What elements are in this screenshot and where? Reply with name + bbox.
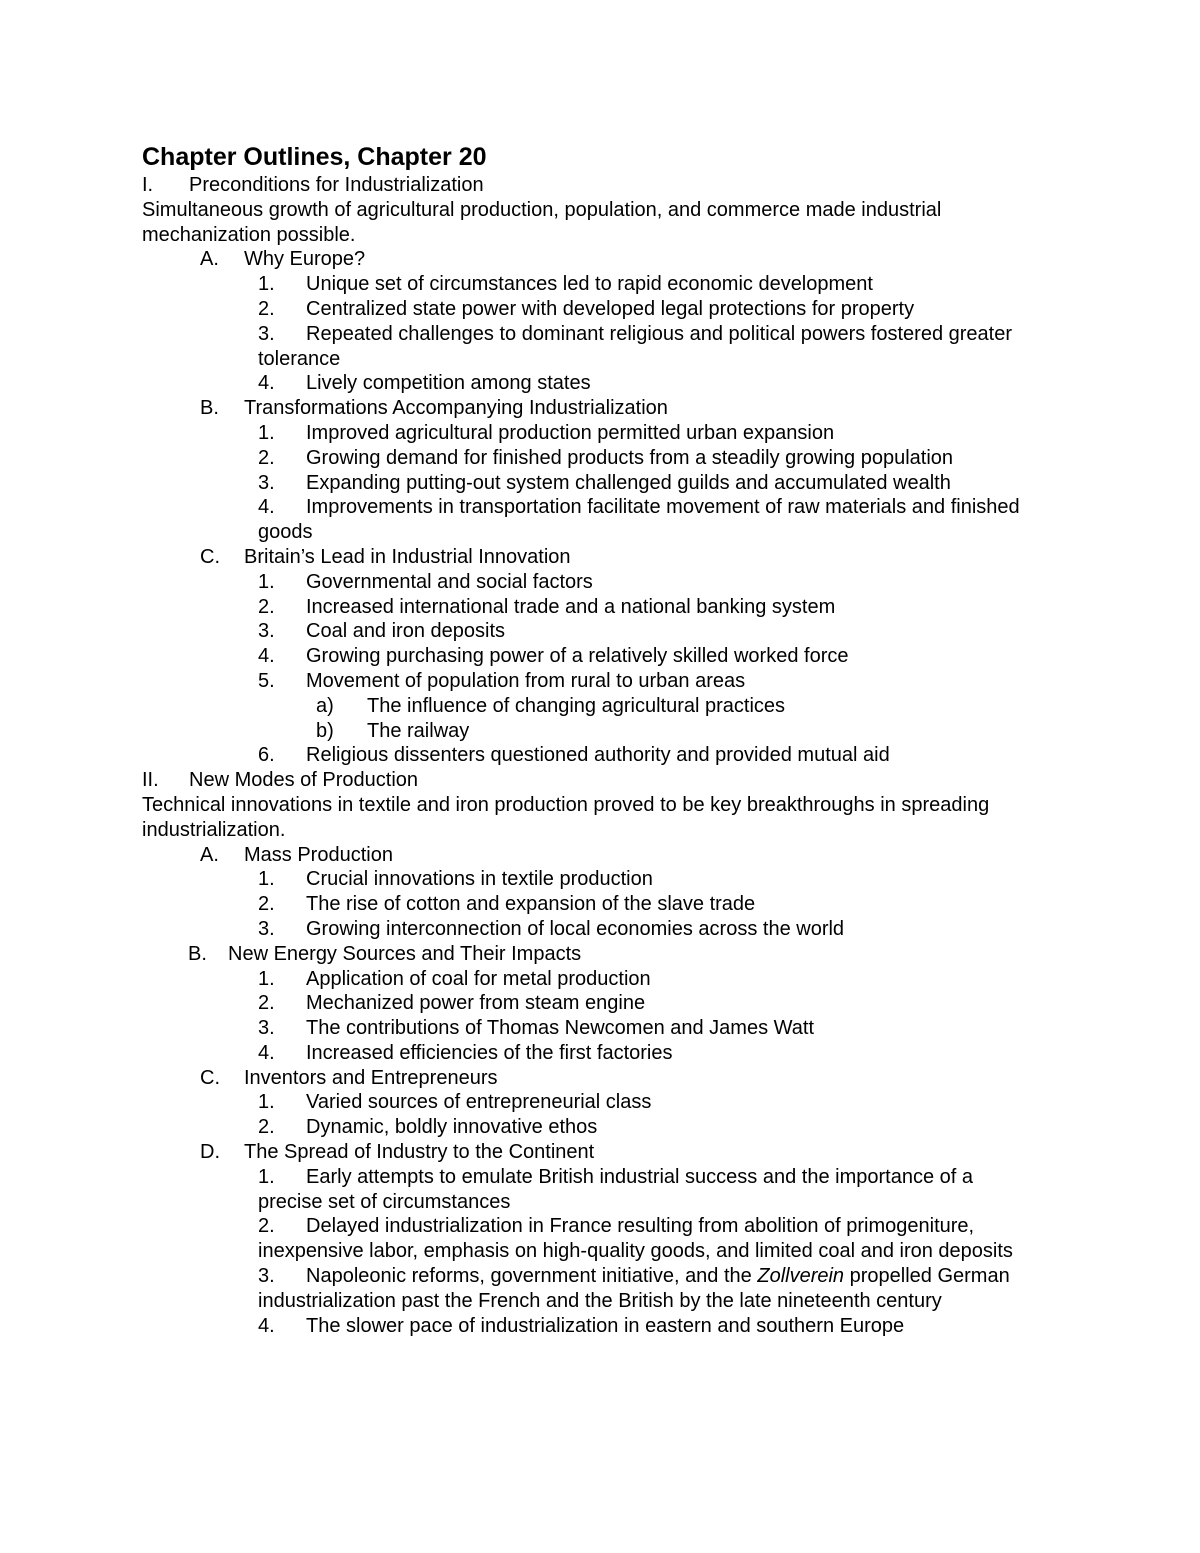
item-text: Early attempts to emulate British industrial success and the importance of a precise set of circumstances xyxy=(258,1165,973,1213)
subsection-heading xyxy=(142,942,1072,967)
item-text: Crucial innovations in textile production xyxy=(306,868,653,891)
item-number: 1. xyxy=(258,868,275,891)
item-text: Delayed industrialization in France resulting from abolition of primogeniture, inexpensive labor, emphasis on high-quality goods, and limited coal and iron deposits xyxy=(258,1215,1013,1263)
sub-list-item xyxy=(142,694,1072,719)
item-text: Application of coal for metal production xyxy=(306,967,651,990)
item-number: 3. xyxy=(258,471,275,494)
list-item xyxy=(142,297,1072,322)
item-text: The contributions of Thomas Newcomen and James Watt xyxy=(306,1017,815,1040)
section-heading xyxy=(142,768,1072,793)
list-item xyxy=(142,867,1072,892)
item-text-before: Napoleonic reforms, government initiative, and the xyxy=(306,1265,758,1288)
list-item xyxy=(142,967,1072,992)
item-number: 4. xyxy=(258,496,275,519)
item-number: 2. xyxy=(258,595,275,618)
list-item xyxy=(142,1214,1072,1264)
section-summary: Technical innovations in textile and iron production proved to be key breakthroughs in spreading industrialization. xyxy=(142,793,990,841)
item-number: 1. xyxy=(258,1091,275,1114)
list-item xyxy=(142,1090,1072,1115)
list-item xyxy=(142,1016,1072,1041)
subsection-label: C. xyxy=(200,1066,220,1089)
subsection-title: The Spread of Industry to the Continent xyxy=(244,1141,595,1164)
subsection-label: D. xyxy=(200,1141,220,1164)
subsection-heading xyxy=(142,1140,1072,1165)
subsection-heading xyxy=(142,247,1072,272)
list-item xyxy=(142,272,1072,297)
item-text: Improvements in transportation facilitate movement of raw materials and finished goods xyxy=(258,496,1020,544)
sub-list-item xyxy=(142,719,1072,744)
list-item xyxy=(142,1115,1072,1140)
item-number: 2. xyxy=(258,1116,275,1139)
item-number: 4. xyxy=(258,645,275,668)
item-text: Expanding putting-out system challenged guilds and accumulated wealth xyxy=(306,471,951,494)
item-text: Coal and iron deposits xyxy=(306,620,506,643)
list-item xyxy=(142,595,1072,620)
list-item xyxy=(142,743,1072,768)
list-item xyxy=(142,644,1072,669)
list-item xyxy=(142,917,1072,942)
item-text: Varied sources of entrepreneurial class xyxy=(306,1091,652,1114)
list-item xyxy=(142,1314,1072,1339)
subsection-title: Inventors and Entrepreneurs xyxy=(244,1066,498,1089)
item-number: 2. xyxy=(258,992,275,1015)
subsection-heading xyxy=(142,1066,1072,1091)
item-text: Repeated challenges to dominant religious and political powers fostered greater tolerance xyxy=(258,322,1012,370)
item-text: Growing interconnection of local economies across the world xyxy=(306,917,845,940)
section-summary: Simultaneous growth of agricultural production, population, and commerce made industrial mechanization possible. xyxy=(142,198,942,246)
section-label: II. xyxy=(142,769,159,792)
item-number: 1. xyxy=(258,570,275,593)
subsection-title: Britain’s Lead in Industrial Innovation xyxy=(244,545,571,568)
item-number: 3. xyxy=(258,322,275,345)
list-item xyxy=(142,471,1072,496)
list-item xyxy=(142,371,1072,396)
item-text-italic: Zollverein xyxy=(757,1265,845,1288)
item-number: 1. xyxy=(258,967,275,990)
list-item xyxy=(142,1041,1072,1066)
item-text: Increased international trade and a national banking system xyxy=(306,595,836,618)
item-number: 1. xyxy=(258,273,275,296)
item-number: 4. xyxy=(258,372,275,395)
subsection-title: Why Europe? xyxy=(244,248,366,271)
item-number: 3. xyxy=(258,917,275,940)
subsection-heading xyxy=(142,396,1072,421)
item-number: 2. xyxy=(258,297,275,320)
item-text: Lively competition among states xyxy=(306,372,591,395)
item-number: 1. xyxy=(258,1165,275,1188)
item-text: The rise of cotton and expansion of the slave trade xyxy=(306,893,756,916)
list-item xyxy=(142,1165,1072,1215)
list-item xyxy=(142,619,1072,644)
subsection-label: C. xyxy=(200,545,220,568)
subsection-heading xyxy=(142,843,1072,868)
item-number: 3. xyxy=(258,1017,275,1040)
item-text: The slower pace of industrialization in eastern and southern Europe xyxy=(306,1314,905,1337)
section-heading xyxy=(142,173,1072,198)
item-number: 1. xyxy=(258,421,275,444)
list-item xyxy=(142,570,1072,595)
item-text: Governmental and social factors xyxy=(306,570,593,593)
item-text: Mechanized power from steam engine xyxy=(306,992,646,1015)
subsection-heading xyxy=(142,545,1072,570)
subsection-title: Transformations Accompanying Industrialization xyxy=(244,397,668,420)
list-item xyxy=(142,421,1072,446)
item-text: Improved agricultural production permitted urban expansion xyxy=(306,421,835,444)
item-number: 3. xyxy=(258,1265,275,1288)
item-text: Growing purchasing power of a relatively skilled worked force xyxy=(306,645,849,668)
subsection-label: B. xyxy=(200,397,219,420)
item-text: Growing demand for finished products from a steadily growing population xyxy=(306,446,954,469)
item-text: Religious dissenters questioned authority and provided mutual aid xyxy=(306,744,890,767)
list-item xyxy=(142,892,1072,917)
sub-item-letter: b) xyxy=(316,719,334,742)
subsection-label: A. xyxy=(200,248,219,271)
subsection-label: B. xyxy=(188,942,207,965)
item-text: Dynamic, boldly innovative ethos xyxy=(306,1116,598,1139)
item-number: 5. xyxy=(258,669,275,692)
section-title: New Modes of Production xyxy=(189,769,419,792)
sub-item-text: The influence of changing agricultural practices xyxy=(367,694,786,717)
section-label: I. xyxy=(142,174,154,196)
item-text: Movement of population from rural to urban areas xyxy=(306,669,746,692)
item-text: Increased efficiencies of the first factories xyxy=(306,1041,673,1064)
item-number: 4. xyxy=(258,1314,275,1337)
sub-item-text: The railway xyxy=(367,719,470,742)
item-number: 2. xyxy=(258,893,275,916)
document-title: Chapter Outlines, Chapter 20 xyxy=(142,143,487,171)
list-item xyxy=(142,322,1072,372)
item-text: Unique set of circumstances led to rapid economic development xyxy=(306,273,873,296)
list-item xyxy=(142,991,1072,1016)
subsection-title: Mass Production xyxy=(244,843,393,866)
item-number: 4. xyxy=(258,1041,275,1064)
list-item xyxy=(142,1264,1072,1314)
item-number: 6. xyxy=(258,744,275,767)
section-title: Preconditions for Industrialization xyxy=(189,174,484,196)
sub-item-letter: a) xyxy=(316,694,334,717)
document xyxy=(142,142,1072,1338)
item-text: Centralized state power with developed legal protections for property xyxy=(306,297,915,320)
item-text-after: propelled German industrialization past the French and the British by the late nineteenth century xyxy=(258,1265,1010,1312)
list-item xyxy=(142,495,1072,545)
item-number: 2. xyxy=(258,1215,275,1238)
item-number: 2. xyxy=(258,446,275,469)
list-item xyxy=(142,669,1072,694)
subsection-title: New Energy Sources and Their Impacts xyxy=(228,942,582,965)
subsection-label: A. xyxy=(200,843,219,866)
item-number: 3. xyxy=(258,620,275,643)
list-item xyxy=(142,446,1072,471)
